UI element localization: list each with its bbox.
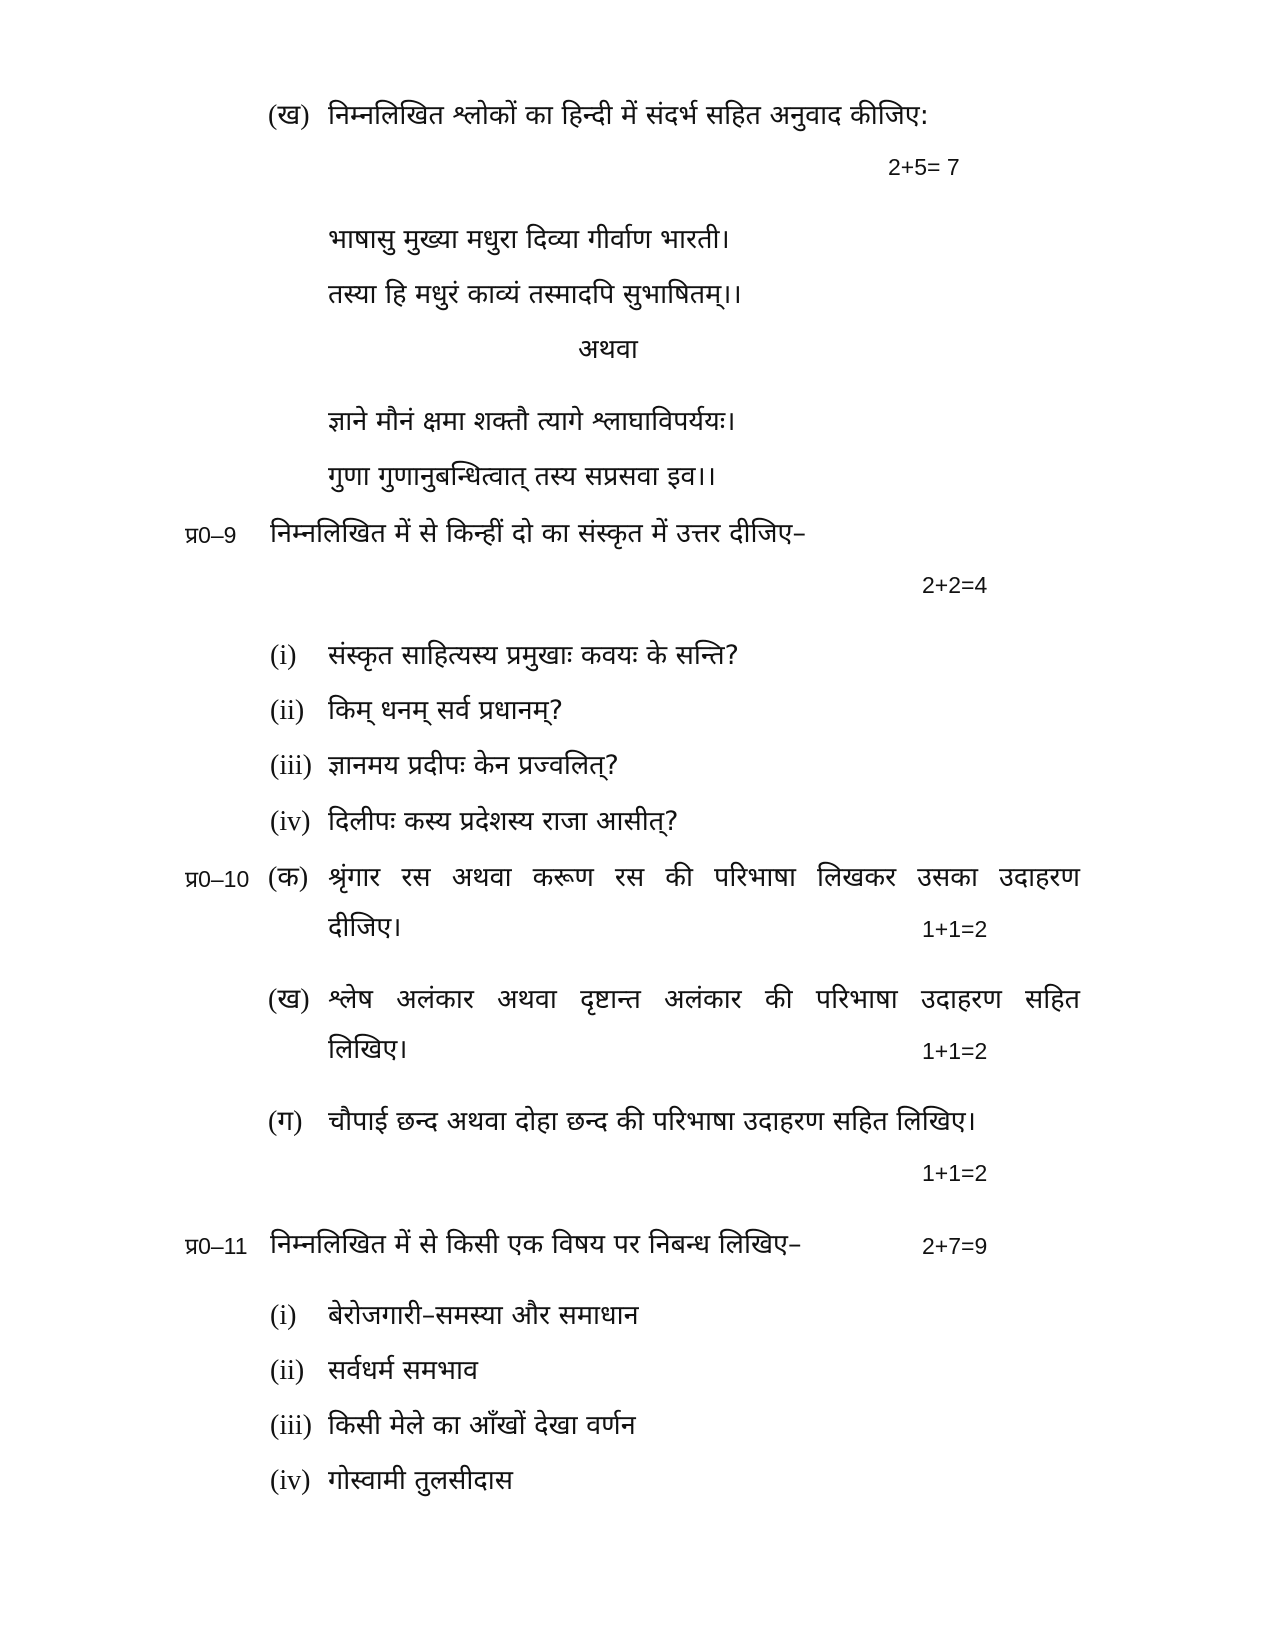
marks: 2+2=4 [922, 572, 988, 598]
question-number: प्र0–10 [185, 866, 250, 892]
part-text [328, 986, 1080, 1013]
list-item: किम् धनम् सर्व प्रधानम्? [328, 695, 564, 726]
part-label: (ख) [268, 984, 310, 1015]
item-label: (iii) [270, 1410, 312, 1441]
marks: 1+1=2 [922, 916, 988, 942]
item-label: (i) [270, 640, 297, 671]
item-label: (ii) [270, 1355, 305, 1386]
question-text: निम्नलिखित में से किसी एक विषय पर निबन्ध लिखिए– [270, 1229, 802, 1260]
marks: 1+1=2 [922, 1038, 988, 1064]
shloka-line: ज्ञाने मौनं क्षमा शक्तौ त्यागे श्लाघाविपर्ययः। [328, 406, 736, 437]
item-label: (iv) [270, 1465, 311, 1496]
marks: 2+5= 7 [888, 154, 960, 180]
list-item: बेरोजगारी–समस्या और समाधान [328, 1300, 639, 1331]
shloka-line: तस्या हि मधुरं काव्यं तस्मादपि सुभाषितम्।। [328, 279, 742, 310]
part-label: (ख) [268, 100, 310, 131]
part-text-line: श्रृंगार रस अथवा करूण रस की परिभाषा लिखकर उसका उदाहरण [328, 862, 1080, 893]
question-text: निम्नलिखित श्लोकों का हिन्दी में संदर्भ सहित अनुवाद कीजिए: [328, 100, 929, 131]
list-item: दिलीपः कस्य प्रदेशस्य राजा आसीत्? [328, 806, 679, 837]
part-text-line: श्लेष अलंकार अथवा दृष्टान्त अलंकार की परिभाषा उदाहरण सहित [328, 984, 1080, 1015]
item-label: (i) [270, 1300, 297, 1331]
item-label: (iv) [270, 806, 311, 837]
list-item: ज्ञानमय प्रदीपः केन प्रज्वलित्? [328, 750, 619, 781]
question-number: प्र0–9 [185, 522, 237, 548]
list-item: किसी मेले का आँखों देखा वर्णन [328, 1410, 636, 1441]
list-item: संस्कृत साहित्यस्य प्रमुखाः कवयः के सन्ति? [328, 640, 739, 671]
list-item: सर्वधर्म समभाव [328, 1355, 478, 1386]
part-text-line: चौपाई छन्द अथवा दोहा छन्द की परिभाषा उदाहरण सहित लिखिए। [328, 1106, 976, 1137]
question-text: निम्नलिखित में से किन्हीं दो का संस्कृत में उत्तर दीजिए– [270, 518, 806, 549]
part-text-line: लिखिए। [328, 1034, 408, 1065]
item-label: (ii) [270, 695, 305, 726]
shloka-line: गुणा गुणानुबन्धित्वात् तस्य सप्रसवा इव।। [328, 461, 716, 492]
marks: 1+1=2 [922, 1160, 988, 1186]
item-label: (iii) [270, 750, 312, 781]
part-label: (ग) [268, 1106, 303, 1137]
part-text-line: दीजिए। [328, 912, 402, 943]
or-divider: अथवा [578, 334, 638, 365]
question-number: प्र0–11 [185, 1233, 248, 1259]
shloka-line: भाषासु मुख्या मधुरा दिव्या गीर्वाण भारती। [328, 224, 730, 255]
part-text [328, 864, 1080, 891]
part-label: (क) [268, 862, 309, 893]
marks: 2+7=9 [922, 1233, 988, 1259]
list-item: गोस्वामी तुलसीदास [328, 1465, 513, 1496]
